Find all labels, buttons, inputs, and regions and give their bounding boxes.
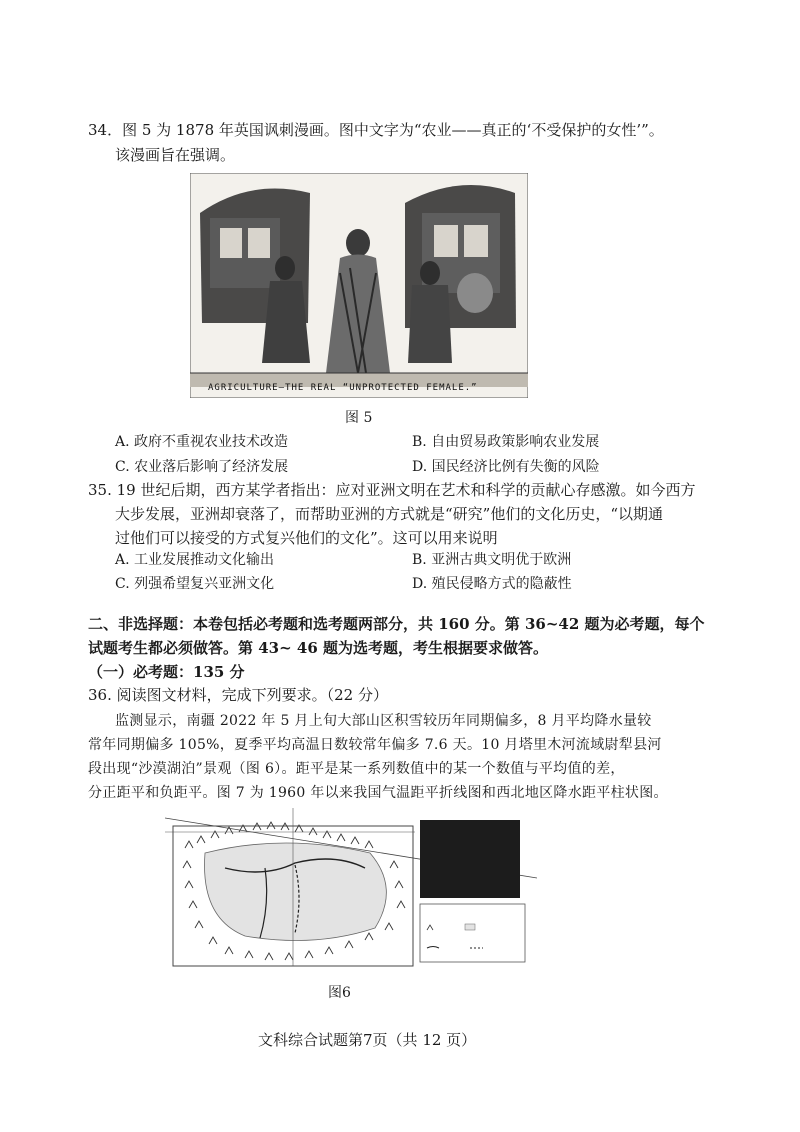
cartoon-caption-text: AGRICULTURE—THE REAL “UNPROTECTED FEMALE.” <box>208 383 478 393</box>
q34-stem-line1: 34．图 5 为 1878 年英国讽刺漫画。图中文字为“农业——真正的‘不受保护的女性’”。 <box>88 121 664 139</box>
q35-option-d: D. 殖民侵略方式的隐蔽性 <box>412 576 572 592</box>
section2-heading-line1: 二、非选择题：本卷包括必考题和选考题两部分，共 160 分。第 36~42 题为必考题，每个 <box>88 615 705 633</box>
q36-material-line4: 分正距平和负距平。图 7 为 1960 年以来我国气温距平折线图和西北地区降水距平柱状图。 <box>88 785 668 801</box>
page-footer: 文科综合试题第7页（共 12 页） <box>258 1031 477 1049</box>
q35-option-c: C. 列强希望复兴亚洲文化 <box>115 576 275 592</box>
q35-stem-line3: 过他们可以接受的方式复兴他们的文化”。这可以用来说明 <box>115 529 498 547</box>
q34-stem-line2: 该漫画旨在强调。 <box>115 146 236 164</box>
q34-option-a: A. 政府不重视农业技术改造 <box>115 434 289 450</box>
figure6-map <box>165 808 537 968</box>
section2-subheading: （一）必考题：135 分 <box>88 663 245 681</box>
q35-stem-line2: 大步发展，亚洲却衰落了，而帮助亚洲的方式就是“研究”他们的文化历史，“以期通 <box>115 505 664 523</box>
q36-material-line2: 常年同期偏多 105%，夏季平均高温日数较常年偏多 7.6 天。10 月塔里木河流域尉犁县河 <box>88 737 662 753</box>
section2-heading-line2: 试题考生都必须做答。第 43~ 46 题为选考题，考生根据要求做答。 <box>88 639 548 657</box>
q35-option-b: B. 亚洲古典文明优于欧洲 <box>412 552 572 568</box>
figure5-label: 图 5 <box>345 410 373 426</box>
q34-option-d: D. 国民经济比例有失衡的风险 <box>412 459 600 475</box>
q35-option-a: A. 工业发展推动文化输出 <box>115 552 275 568</box>
q35-stem-line1: 35. 19 世纪后期，西方某学者指出：应对亚洲文明在艺术和科学的贡献心存感激。如今西方 <box>88 481 696 499</box>
q36-title: 36. 阅读图文材料，完成下列要求。（22 分） <box>88 686 388 704</box>
q34-option-c: C. 农业落后影响了经济发展 <box>115 459 289 475</box>
figure6-label: 图6 <box>328 985 351 1001</box>
q34-option-b: B. 自由贸易政策影响农业发展 <box>412 434 600 450</box>
figure5-cartoon <box>190 173 528 398</box>
q36-material-line3: 段出现“沙漠湖泊”景观（图 6）。距平是某一系列数值中的某一个数值与平均值的差， <box>88 761 625 777</box>
q36-material-line1: 监测显示，南疆 2022 年 5 月上旬大部山区积雪较历年同期偏多，8 月平均降水量较 <box>115 713 652 729</box>
